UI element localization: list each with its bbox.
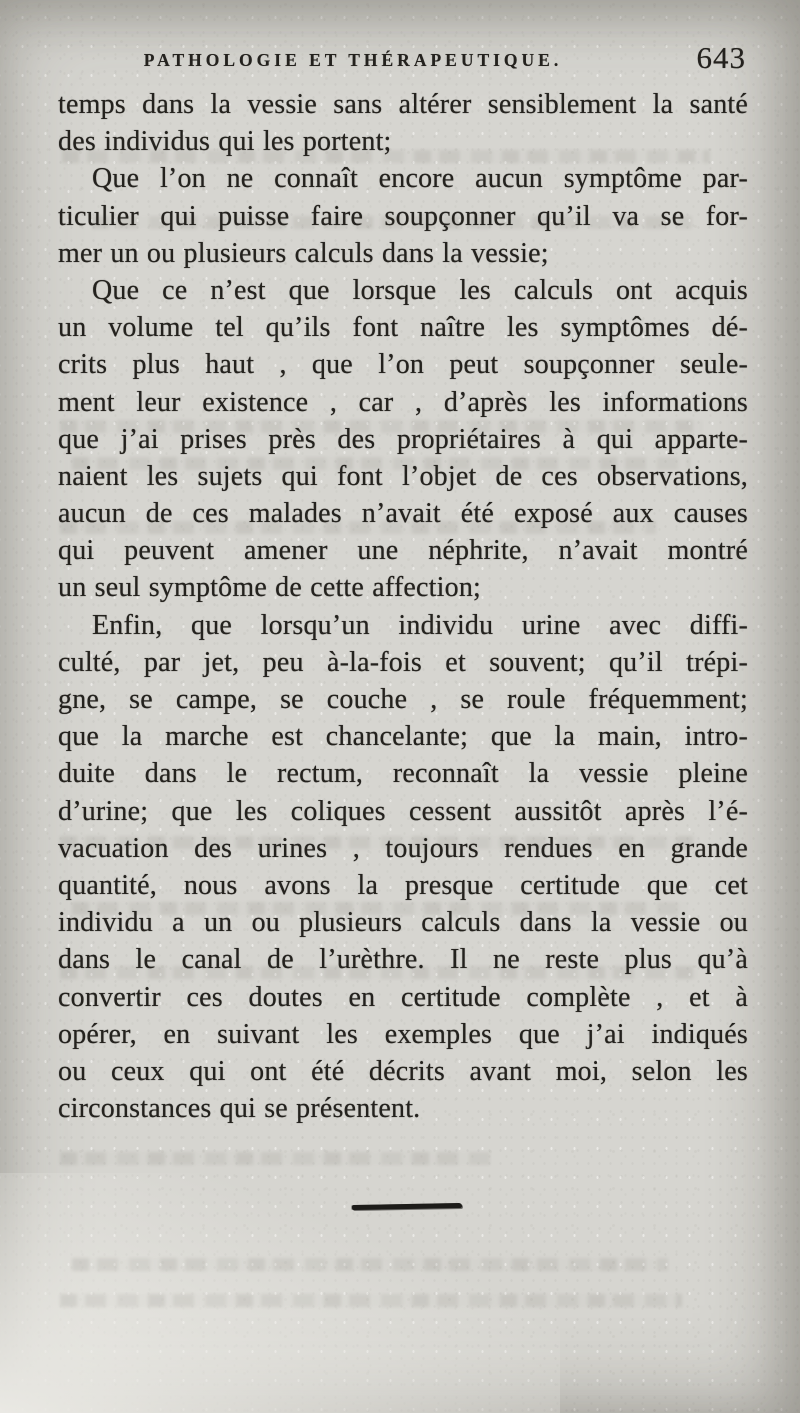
text-line: Que l’on ne connaît encore aucun symptôme par- bbox=[92, 163, 748, 195]
text-line: mer un ou plusieurs calculs dans la vessie; bbox=[58, 237, 549, 269]
bleed-through-artifact bbox=[72, 1258, 668, 1271]
text-line: crits plus haut , que l’on peut soupçonner seule- bbox=[58, 349, 748, 381]
bleed-through-artifact bbox=[60, 1294, 682, 1307]
text-line: ou ceux qui ont été décrits avant moi, selon les bbox=[58, 1055, 748, 1087]
running-header bbox=[58, 40, 748, 84]
text-line: culté, par jet, peu à-la-fois et souvent; qu’il trépi- bbox=[58, 646, 748, 678]
text-line: un volume tel qu’ils font naître les symptômes dé- bbox=[58, 312, 748, 344]
text-line: gne, se campe, se couche , se roule fréquemment; bbox=[58, 684, 748, 715]
text-line: d’urine; que les coliques cessent aussitôt après l’é- bbox=[58, 795, 748, 827]
page-text bbox=[58, 86, 748, 1127]
text-line: quantité, nous avons la presque certitude que cet bbox=[58, 869, 748, 901]
text-line: que j’ai prises près des propriétaires à qui apparte- bbox=[58, 423, 748, 455]
text-line: des individus qui les portent; bbox=[58, 126, 392, 158]
text-line: un seul symptôme de cette affection; bbox=[58, 572, 481, 604]
text-line: ment leur existence , car , d’après les informations bbox=[58, 386, 748, 418]
text-line: temps dans la vessie sans altérer sensiblement la santé bbox=[58, 89, 748, 120]
text-line: naient les sujets qui font l’objet de ces observations, bbox=[58, 460, 748, 492]
text-line: Enfin, que lorsqu’un individu urine avec diffi- bbox=[92, 609, 748, 641]
text-line: que la marche est chancelante; que la main, intro- bbox=[58, 721, 748, 753]
text-line: ticulier qui puisse faire soupçonner qu’il va se for- bbox=[58, 200, 748, 232]
text-line: convertir ces doutes en certitude complète , et à bbox=[58, 981, 748, 1013]
text-line: qui peuvent amener une néphrite, n’avait montré bbox=[58, 535, 748, 567]
text-line: dans le canal de l’urèthre. Il ne reste plus qu’à bbox=[58, 944, 748, 976]
text-line: circonstances qui se présentent. bbox=[58, 1093, 421, 1125]
text-line: Que ce n’est que lorsque les calculs ont acquis bbox=[92, 274, 748, 306]
text-line: individu a un ou plusieurs calculs dans la vessie ou bbox=[58, 907, 748, 939]
text-line: duite dans le rectum, reconnaît la vessie pleine bbox=[58, 758, 748, 790]
bleed-through-artifact bbox=[60, 1152, 490, 1165]
text-line: vacuation des urines , toujours rendues en grande bbox=[58, 832, 748, 864]
running-header-title: PATHOLOGIE ET THÉRAPEUTIQUE. bbox=[143, 50, 563, 70]
text-line: opérer, en suivant les exemples que j’ai indiqués bbox=[58, 1018, 748, 1050]
page-number: 643 bbox=[696, 40, 746, 75]
text-line: aucun de ces malades n’avait été exposé aux causes bbox=[58, 498, 748, 530]
